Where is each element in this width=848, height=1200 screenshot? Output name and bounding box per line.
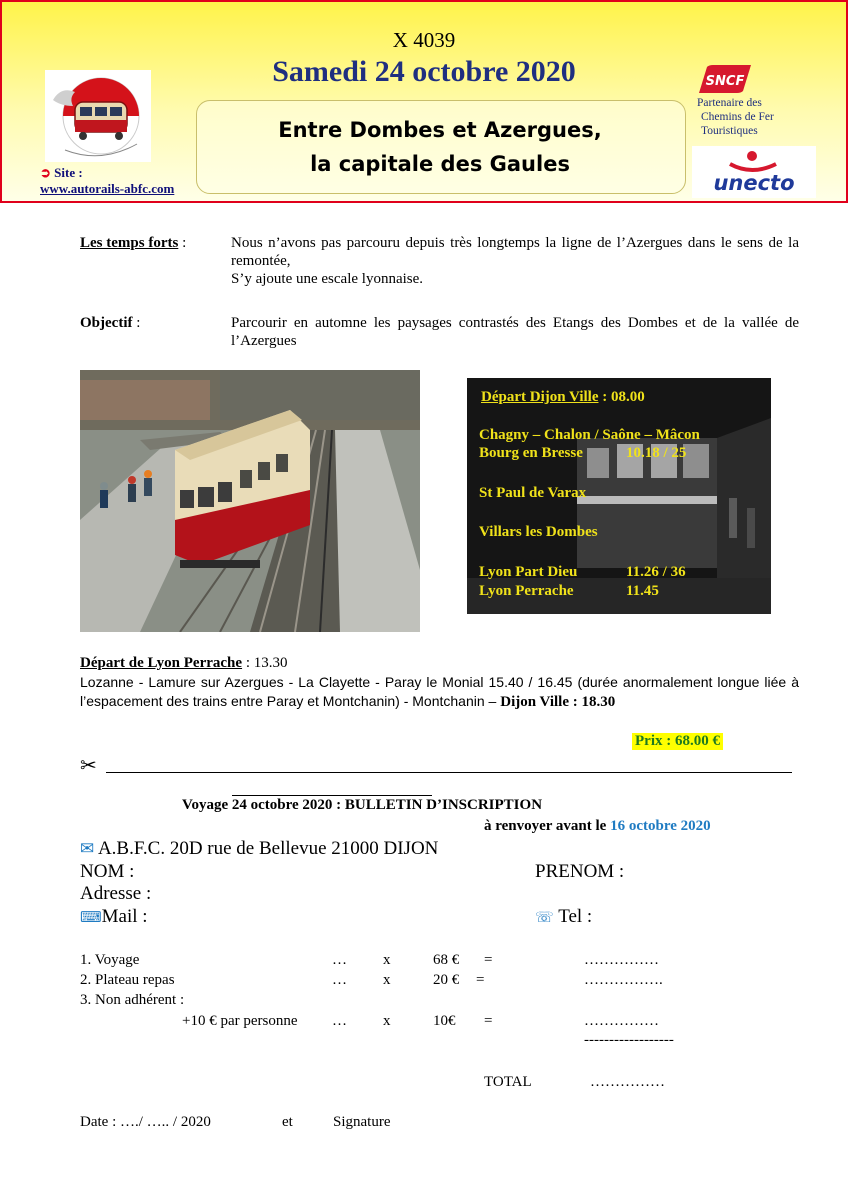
schedule-stop5: Lyon Part Dieu (479, 564, 578, 580)
order-row-price: 68 € (433, 952, 460, 968)
tel-label (535, 906, 592, 929)
return-route (80, 673, 799, 712)
date-field[interactable]: Date : …./ ….. / 2020 (80, 1114, 211, 1130)
form-deadline-date: 16 octobre 2020 (610, 818, 711, 834)
adresse-label: Adresse : (80, 883, 152, 904)
form-deadline (484, 818, 711, 835)
order-row-total[interactable]: …………… (584, 952, 659, 968)
trip-title (196, 113, 684, 181)
return-heading (80, 654, 287, 672)
order-row-total[interactable]: ……………. (584, 972, 663, 988)
order-row-price: 10€ (433, 1013, 456, 1029)
temps-forts-line2: S’y ajoute une escale lyonnaise. (231, 271, 424, 287)
schedule-depart-label: Départ Dijon Ville (481, 389, 599, 405)
order-row-equals: = (476, 972, 485, 988)
order-row-label: 2. Plateau repas (80, 972, 175, 988)
nom-label: NOM : (80, 861, 135, 882)
abfc-logo (45, 70, 151, 162)
return-route-text: Lozanne - Lamure sur Azergues - La Clayette - Paray le Monial 15.40 / 16.45 (durée anormalement longue liée à l’espacement des trains entre Paray et Montchanin) - Montchanin – (80, 674, 799, 709)
form-separator (232, 795, 432, 796)
return-arrival: Dijon Ville : 18.30 (500, 694, 616, 710)
order-row-equals: = (484, 952, 493, 968)
trip-date: Samedi 24 octobre 2020 (272, 55, 576, 88)
unecto-logo-text: unecto (713, 171, 795, 195)
order-row-times: x (383, 972, 391, 988)
sncf-logo (697, 63, 753, 95)
mail-label-text: Mail : (101, 906, 148, 927)
envelope-icon: ✉ (80, 839, 95, 858)
return-label: Départ de Lyon Perrache (80, 655, 243, 671)
schedule-stop2: Bourg en Bresse (479, 445, 583, 461)
total-value[interactable]: …………… (590, 1074, 665, 1090)
arrow-right-icon: ➲ (40, 165, 51, 180)
form-address (80, 838, 438, 860)
total-label: TOTAL (484, 1074, 532, 1090)
order-row-label: 3. Non adhérent : (80, 992, 185, 1008)
temps-forts-line1: Nous n’avons pas parcouru depuis très longtemps la ligne de l’Azergues dans le sens de la remontée, (231, 235, 799, 269)
objectif-label (80, 314, 140, 332)
schedule-depart-time: : 08.00 (598, 389, 645, 405)
schedule-photo (467, 378, 771, 614)
tel-label-text: Tel : (558, 906, 593, 927)
temps-forts-sep: : (178, 235, 187, 251)
total-divider: ------------------ (584, 1032, 674, 1048)
partner-line3: Touristiques (701, 125, 758, 137)
trip-title-line1: Entre Dombes et Azergues, (278, 118, 602, 142)
order-row-label: 1. Voyage (80, 952, 140, 968)
return-time: : 13.30 (242, 655, 288, 671)
temps-forts-label-text: Les temps forts (80, 235, 179, 251)
sncf-logo-text: SNCF (705, 74, 745, 89)
form-title: Voyage 24 octobre 2020 : BULLETIN D’INSCRIPTION (182, 797, 543, 813)
temps-forts-text (231, 234, 799, 288)
order-row-qty[interactable]: … (332, 952, 347, 968)
partner-line1: Partenaire des (697, 97, 762, 109)
temps-forts-label (80, 234, 186, 252)
objectif-text: Parcourir en automne les paysages contrastés des Etangs des Dombes et de la vallée de l’Azergues (231, 315, 799, 349)
schedule-stop3: St Paul de Varax (479, 485, 587, 501)
phone-icon: ☏ (535, 910, 554, 926)
order-row-qty[interactable]: … (332, 972, 347, 988)
order-row-times: x (383, 952, 391, 968)
schedule-stop6-time: 11.45 (626, 583, 659, 599)
order-row-times: x (383, 1013, 391, 1029)
schedule-stop5-time: 11.26 / 36 (626, 564, 686, 580)
and-text: et (282, 1114, 293, 1130)
trip-title-line2: la capitale des Gaules (310, 152, 570, 176)
form-address-text: A.B.F.C. 20D rue de Bellevue 21000 DIJON (97, 838, 439, 859)
order-row-price: 20 € (433, 972, 460, 988)
schedule-stop6: Lyon Perrache (479, 583, 574, 599)
partner-text (697, 96, 774, 138)
scissors-icon: ✂ (80, 755, 97, 777)
unecto-logo (692, 146, 816, 198)
prenom-label: PRENOM : (535, 861, 625, 882)
order-row-qty[interactable]: … (332, 1013, 347, 1029)
order-row-equals: = (484, 1013, 493, 1029)
cut-line (106, 772, 792, 773)
order-row-total[interactable]: …………… (584, 1013, 659, 1029)
schedule-depart (481, 388, 645, 406)
signature-field[interactable]: Signature (333, 1114, 391, 1130)
train-code: X 4039 (392, 28, 456, 52)
partner-line2: Chemins de Fer (701, 111, 774, 123)
schedule-stop4: Villars les Dombes (479, 524, 598, 540)
site-link[interactable]: www.autorails-abfc.com (40, 181, 175, 196)
railcar-photo (80, 370, 420, 632)
site-label-text: Site : (54, 165, 83, 180)
price-badge: Prix : 68.00 € (632, 733, 723, 750)
site-label (40, 165, 83, 181)
schedule-stop1: Chagny – Chalon / Saône – Mâcon (479, 427, 700, 443)
form-deadline-label: à renvoyer avant le (484, 818, 607, 834)
mail-label (80, 906, 148, 929)
objectif-sep: : (132, 315, 141, 331)
objectif-label-text: Objectif (80, 315, 133, 331)
schedule-stop2-time: 10.18 / 25 (626, 445, 687, 461)
computer-icon: ⌨ (80, 910, 102, 926)
order-row-label: +10 € par personne (182, 1013, 298, 1029)
